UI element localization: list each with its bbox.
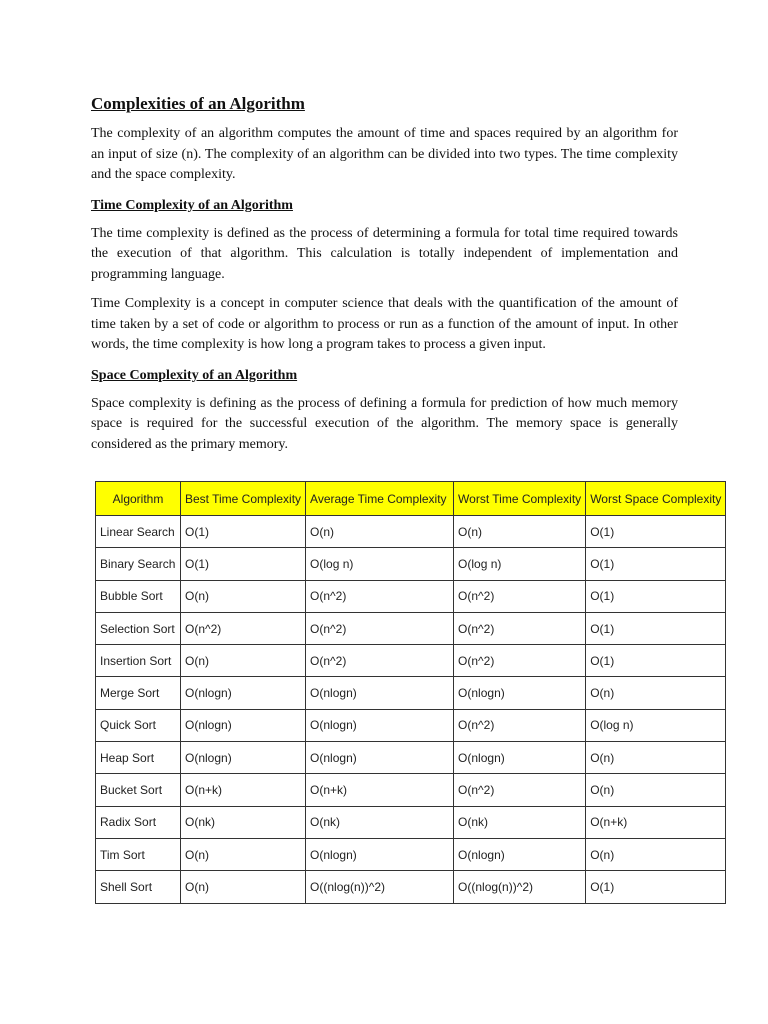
space-complexity-heading: Space Complexity of an Algorithm	[91, 367, 298, 383]
time-complexity-paragraph-2: Time Complexity is a concept in computer science that deals with the quantification of the amount of time taken by a set of code or algorithm to process or run as a function of the amount of input. In other words, the time complexity is how long a program takes to process a given input.	[91, 296, 678, 352]
intro-paragraph: The complexity of an algorithm computes the amount of time and spaces required by an algorithm for an input of size (n). The complexity of an algorithm can be divided into two types. The time complexity and the space complexity.	[91, 126, 678, 182]
cell-average-time: O(n+k)	[306, 774, 454, 806]
cell-worst-space: O(n)	[586, 838, 726, 870]
cell-worst-time: O(n^2)	[454, 709, 586, 741]
cell-worst-space: O(1)	[586, 871, 726, 903]
cell-worst-time: O(n^2)	[454, 580, 586, 612]
header-average-time: Average Time Complexity	[306, 482, 454, 516]
header-worst-time: Worst Time Complexity	[454, 482, 586, 516]
cell-worst-space: O(1)	[586, 516, 726, 548]
cell-worst-space: O(log n)	[586, 709, 726, 741]
cell-average-time: O(n^2)	[306, 645, 454, 677]
cell-algorithm: Bubble Sort	[96, 580, 181, 612]
cell-worst-space: O(1)	[586, 580, 726, 612]
table-row	[96, 516, 726, 548]
cell-best-time: O(nlogn)	[181, 709, 306, 741]
cell-worst-space: O(1)	[586, 548, 726, 580]
cell-algorithm: Binary Search	[96, 548, 181, 580]
cell-worst-time: O(n)	[454, 516, 586, 548]
document-body	[91, 94, 678, 455]
cell-average-time: O((nlog(n))^2)	[306, 871, 454, 903]
table-row	[96, 806, 726, 838]
table-row	[96, 838, 726, 870]
cell-algorithm: Bucket Sort	[96, 774, 181, 806]
cell-worst-time: O(nlogn)	[454, 838, 586, 870]
cell-worst-time: O(n^2)	[454, 645, 586, 677]
cell-best-time: O(nk)	[181, 806, 306, 838]
cell-best-time: O(n)	[181, 645, 306, 677]
cell-average-time: O(nlogn)	[306, 677, 454, 709]
cell-best-time: O(1)	[181, 548, 306, 580]
table-row	[96, 871, 726, 903]
cell-worst-space: O(n)	[586, 742, 726, 774]
cell-best-time: O(nlogn)	[181, 677, 306, 709]
header-worst-space: Worst Space Complexity	[586, 482, 726, 516]
cell-worst-time: O(n^2)	[454, 774, 586, 806]
cell-worst-time: O((nlog(n))^2)	[454, 871, 586, 903]
cell-algorithm: Selection Sort	[96, 612, 181, 644]
cell-algorithm: Tim Sort	[96, 838, 181, 870]
cell-worst-space: O(n)	[586, 677, 726, 709]
cell-average-time: O(nlogn)	[306, 709, 454, 741]
cell-worst-time: O(nlogn)	[454, 742, 586, 774]
table-row	[96, 612, 726, 644]
time-complexity-paragraph-1: The time complexity is defined as the process of determining a formula for total time required towards the execution of that algorithm. This calculation is totally independent of implementation and programming language.	[91, 225, 678, 282]
table-row	[96, 548, 726, 580]
table-row	[96, 774, 726, 806]
cell-worst-space: O(n)	[586, 774, 726, 806]
cell-average-time: O(n^2)	[306, 580, 454, 612]
cell-worst-space: O(1)	[586, 612, 726, 644]
cell-best-time: O(nlogn)	[181, 742, 306, 774]
cell-algorithm: Merge Sort	[96, 677, 181, 709]
table-row	[96, 580, 726, 612]
cell-best-time: O(n)	[181, 838, 306, 870]
cell-average-time: O(nlogn)	[306, 742, 454, 774]
cell-worst-space: O(1)	[586, 645, 726, 677]
cell-worst-space: O(n+k)	[586, 806, 726, 838]
cell-average-time: O(n^2)	[306, 612, 454, 644]
header-algorithm: Algorithm	[96, 482, 181, 516]
table-row	[96, 645, 726, 677]
table-row	[96, 709, 726, 741]
header-best-time: Best Time Complexity	[181, 482, 306, 516]
cell-best-time: O(n^2)	[181, 612, 306, 644]
table-row	[96, 742, 726, 774]
cell-algorithm: Quick Sort	[96, 709, 181, 741]
cell-worst-time: O(nlogn)	[454, 677, 586, 709]
cell-algorithm: Linear Search	[96, 516, 181, 548]
cell-average-time: O(nlogn)	[306, 838, 454, 870]
cell-worst-time: O(log n)	[454, 548, 586, 580]
time-complexity-heading: Time Complexity of an Algorithm	[91, 197, 293, 213]
table-row	[96, 677, 726, 709]
cell-algorithm: Heap Sort	[96, 742, 181, 774]
cell-average-time: O(nk)	[306, 806, 454, 838]
cell-algorithm: Radix Sort	[96, 806, 181, 838]
cell-average-time: O(log n)	[306, 548, 454, 580]
page-title: Complexities of an Algorithm	[91, 94, 305, 113]
cell-best-time: O(n+k)	[181, 774, 306, 806]
cell-worst-time: O(n^2)	[454, 612, 586, 644]
complexity-table	[95, 481, 726, 904]
cell-best-time: O(n)	[181, 871, 306, 903]
cell-worst-time: O(nk)	[454, 806, 586, 838]
cell-average-time: O(n)	[306, 516, 454, 548]
table-header-row	[96, 482, 726, 516]
space-complexity-paragraph: Space complexity is defining as the process of defining a formula for prediction of how much memory space is required for the successful execution of the algorithm. The memory space is generally considered as the primary memory.	[91, 395, 678, 452]
table-body	[96, 516, 726, 904]
cell-best-time: O(1)	[181, 516, 306, 548]
cell-algorithm: Shell Sort	[96, 871, 181, 903]
cell-best-time: O(n)	[181, 580, 306, 612]
cell-algorithm: Insertion Sort	[96, 645, 181, 677]
